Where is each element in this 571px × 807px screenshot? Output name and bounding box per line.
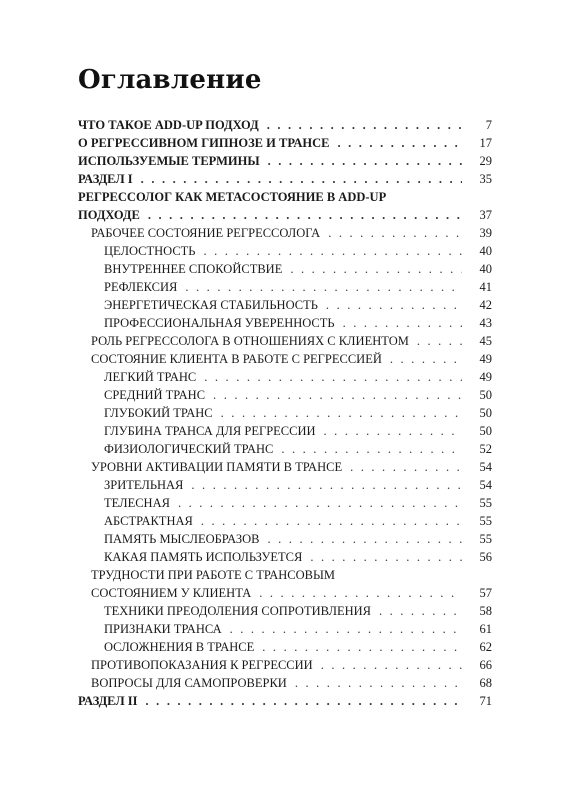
toc-leader-dots bbox=[185, 278, 462, 296]
toc-leader-dots bbox=[262, 638, 462, 656]
toc-entry[interactable] bbox=[78, 332, 492, 350]
toc-leader-dots bbox=[268, 152, 462, 170]
toc-entry[interactable] bbox=[78, 530, 492, 548]
toc-entry-title: ПРОТИВОПОКАЗАНИЯ К РЕГРЕССИИ bbox=[91, 658, 313, 672]
toc-entry-title: ЧТО ТАКОЕ ADD-UP ПОДХОД bbox=[78, 118, 259, 132]
toc-leader-dots bbox=[337, 134, 462, 152]
toc-entry[interactable] bbox=[78, 242, 492, 260]
toc-leader-dots bbox=[268, 530, 463, 548]
toc-page-number: 61 bbox=[479, 622, 492, 636]
toc-entry[interactable] bbox=[78, 152, 492, 170]
toc-entry[interactable] bbox=[78, 278, 492, 296]
toc-entry-title: ИСПОЛЬЗУЕМЫЕ ТЕРМИНЫ bbox=[78, 154, 260, 168]
toc-leader-dots bbox=[295, 674, 462, 692]
toc-page-number: 71 bbox=[479, 694, 492, 708]
toc-entry[interactable] bbox=[78, 224, 492, 242]
toc-leader-dots bbox=[191, 476, 462, 494]
toc-leader-dots bbox=[343, 314, 462, 332]
toc-entry[interactable] bbox=[78, 188, 492, 206]
toc-leader-dots bbox=[350, 458, 462, 476]
toc-page-number: 40 bbox=[479, 262, 492, 276]
toc-leader-dots bbox=[417, 332, 462, 350]
toc-entry[interactable] bbox=[78, 170, 492, 188]
toc-leader-dots bbox=[267, 116, 462, 134]
toc-leader-dots bbox=[390, 350, 462, 368]
toc-page-number: 17 bbox=[479, 136, 492, 150]
toc-page-number: 43 bbox=[479, 316, 492, 330]
toc-page-number: 62 bbox=[479, 640, 492, 654]
toc-entry[interactable] bbox=[78, 440, 492, 458]
toc-page-number: 50 bbox=[479, 388, 492, 402]
toc-entry-title: ОСЛОЖНЕНИЯ В ТРАНСЕ bbox=[104, 640, 255, 654]
toc-leader-dots bbox=[290, 260, 462, 278]
toc-entry[interactable] bbox=[78, 548, 492, 566]
toc-page-number: 54 bbox=[479, 478, 492, 492]
toc-leader-dots bbox=[141, 170, 462, 188]
toc-page-number: 52 bbox=[479, 442, 492, 456]
toc-leader-dots bbox=[221, 404, 462, 422]
toc-entry[interactable] bbox=[78, 350, 492, 368]
toc-entry-title: ГЛУБИНА ТРАНСА ДЛЯ РЕГРЕССИИ bbox=[104, 424, 316, 438]
toc-entry-title: ПРОФЕССИОНАЛЬНАЯ УВЕРЕННОСТЬ bbox=[104, 316, 335, 330]
toc-entry[interactable] bbox=[78, 674, 492, 692]
toc-entry-title: О РЕГРЕССИВНОМ ГИПНОЗЕ И ТРАНСЕ bbox=[78, 136, 330, 150]
toc-entry-title: ГЛУБОКИЙ ТРАНС bbox=[104, 406, 213, 420]
toc-entry[interactable] bbox=[78, 512, 492, 530]
toc-entry-title: ТЕЛЕСНАЯ bbox=[104, 496, 170, 510]
toc-entry-title: ТЕХНИКИ ПРЕОДОЛЕНИЯ СОПРОТИВЛЕНИЯ bbox=[104, 604, 371, 618]
toc-entry[interactable] bbox=[78, 476, 492, 494]
toc-leader-dots bbox=[204, 242, 463, 260]
toc-entry[interactable] bbox=[78, 602, 492, 620]
toc-leader-dots bbox=[146, 692, 462, 710]
toc-entry-title: ЗРИТЕЛЬНАЯ bbox=[104, 478, 184, 492]
toc-entry[interactable] bbox=[78, 620, 492, 638]
toc-entry[interactable] bbox=[78, 692, 492, 710]
page-title: Оглавление bbox=[78, 65, 262, 95]
toc-entry-title: СОСТОЯНИЕ КЛИЕНТА В РАБОТЕ С РЕГРЕССИЕЙ bbox=[91, 352, 382, 366]
toc-leader-dots bbox=[281, 440, 462, 458]
toc-leader-dots bbox=[213, 386, 462, 404]
toc-page-number: 55 bbox=[479, 532, 492, 546]
toc-entry-title: ТРУДНОСТИ ПРИ РАБОТЕ С ТРАНСОВЫМ bbox=[91, 568, 335, 582]
toc-entry-title: СОСТОЯНИЕМ У КЛИЕНТА bbox=[91, 586, 252, 600]
toc-page-number: 54 bbox=[479, 460, 492, 474]
toc-entry[interactable] bbox=[78, 296, 492, 314]
toc-entry-title: РАЗДЕЛ II bbox=[78, 694, 138, 708]
toc-entry[interactable] bbox=[78, 206, 492, 224]
toc-entry[interactable] bbox=[78, 566, 492, 584]
toc-leader-dots bbox=[201, 512, 462, 530]
toc-page-number: 7 bbox=[485, 118, 492, 132]
toc-page-number: 50 bbox=[479, 424, 492, 438]
toc-entry-title: ВНУТРЕННЕЕ СПОКОЙСТВИЕ bbox=[104, 262, 283, 276]
toc-entry-title: РАБОЧЕЕ СОСТОЯНИЕ РЕГРЕССОЛОГА bbox=[91, 226, 321, 240]
toc-entry-title: РЕГРЕССОЛОГ КАК МЕТАСОСТОЯНИЕ В ADD-UP bbox=[78, 190, 387, 204]
toc-page-number: 41 bbox=[479, 280, 492, 294]
toc-entry[interactable] bbox=[78, 656, 492, 674]
toc-entry[interactable] bbox=[78, 314, 492, 332]
toc-leader-dots bbox=[148, 206, 462, 224]
toc-leader-dots bbox=[379, 602, 462, 620]
toc-page-number: 29 bbox=[479, 154, 492, 168]
toc-entry[interactable] bbox=[78, 134, 492, 152]
toc-page-number: 39 bbox=[479, 226, 492, 240]
toc-entry-title: РЕФЛЕКСИЯ bbox=[104, 280, 178, 294]
toc-entry-title: ПОДХОДЕ bbox=[78, 208, 140, 222]
toc-page-number: 35 bbox=[479, 172, 492, 186]
toc-entry-title: ЦЕЛОСТНОСТЬ bbox=[104, 244, 196, 258]
toc-entry-title: ПАМЯТЬ МЫСЛЕОБРАЗОВ bbox=[104, 532, 260, 546]
toc-entry[interactable] bbox=[78, 638, 492, 656]
toc-leader-dots bbox=[324, 422, 462, 440]
toc-page-number: 55 bbox=[479, 514, 492, 528]
toc-page-number: 40 bbox=[479, 244, 492, 258]
toc-entry-title: РАЗДЕЛ I bbox=[78, 172, 133, 186]
toc-leader-dots bbox=[178, 494, 462, 512]
toc-entry[interactable] bbox=[78, 458, 492, 476]
toc-page-number: 57 bbox=[479, 586, 492, 600]
toc-leader-dots bbox=[230, 620, 462, 638]
toc-leader-dots bbox=[259, 584, 462, 602]
toc-page-number: 49 bbox=[479, 352, 492, 366]
toc-page-number: 45 bbox=[479, 334, 492, 348]
toc-entry-title: РОЛЬ РЕГРЕССОЛОГА В ОТНОШЕНИЯХ С КЛИЕНТОМ bbox=[91, 334, 409, 348]
toc-entry[interactable] bbox=[78, 116, 492, 134]
toc-page-number: 50 bbox=[479, 406, 492, 420]
toc-entry-title: ПРИЗНАКИ ТРАНСА bbox=[104, 622, 222, 636]
toc-entry-title: ЛЕГКИЙ ТРАНС bbox=[104, 370, 197, 384]
toc-entry-title: СРЕДНИЙ ТРАНС bbox=[104, 388, 206, 402]
toc-entry-title: ВОПРОСЫ ДЛЯ САМОПРОВЕРКИ bbox=[91, 676, 287, 690]
toc-page-number: 49 bbox=[479, 370, 492, 384]
toc-entry-title: ФИЗИОЛОГИЧЕСКИЙ ТРАНС bbox=[104, 442, 274, 456]
table-of-contents bbox=[78, 116, 492, 710]
toc-leader-dots bbox=[328, 224, 462, 242]
toc-entry-title: КАКАЯ ПАМЯТЬ ИСПОЛЬЗУЕТСЯ bbox=[104, 550, 303, 564]
toc-page-number: 68 bbox=[479, 676, 492, 690]
toc-entry[interactable] bbox=[78, 494, 492, 512]
toc-entry[interactable] bbox=[78, 260, 492, 278]
toc-page-number: 56 bbox=[479, 550, 492, 564]
toc-page-number: 55 bbox=[479, 496, 492, 510]
toc-entry-title: УРОВНИ АКТИВАЦИИ ПАМЯТИ В ТРАНСЕ bbox=[91, 460, 343, 474]
toc-entry[interactable] bbox=[78, 386, 492, 404]
toc-leader-dots bbox=[204, 368, 462, 386]
toc-page-number: 42 bbox=[479, 298, 492, 312]
toc-entry-title: ЭНЕРГЕТИЧЕСКАЯ СТАБИЛЬНОСТЬ bbox=[104, 298, 318, 312]
toc-leader-dots bbox=[326, 296, 462, 314]
toc-leader-dots bbox=[321, 656, 462, 674]
toc-leader-dots bbox=[310, 548, 462, 566]
toc-entry[interactable] bbox=[78, 422, 492, 440]
toc-page-number: 37 bbox=[479, 208, 492, 222]
toc-entry[interactable] bbox=[78, 404, 492, 422]
toc-entry-title: АБСТРАКТНАЯ bbox=[104, 514, 193, 528]
toc-entry[interactable] bbox=[78, 584, 492, 602]
toc-page-number: 66 bbox=[479, 658, 492, 672]
toc-page-number: 58 bbox=[479, 604, 492, 618]
toc-entry[interactable] bbox=[78, 368, 492, 386]
